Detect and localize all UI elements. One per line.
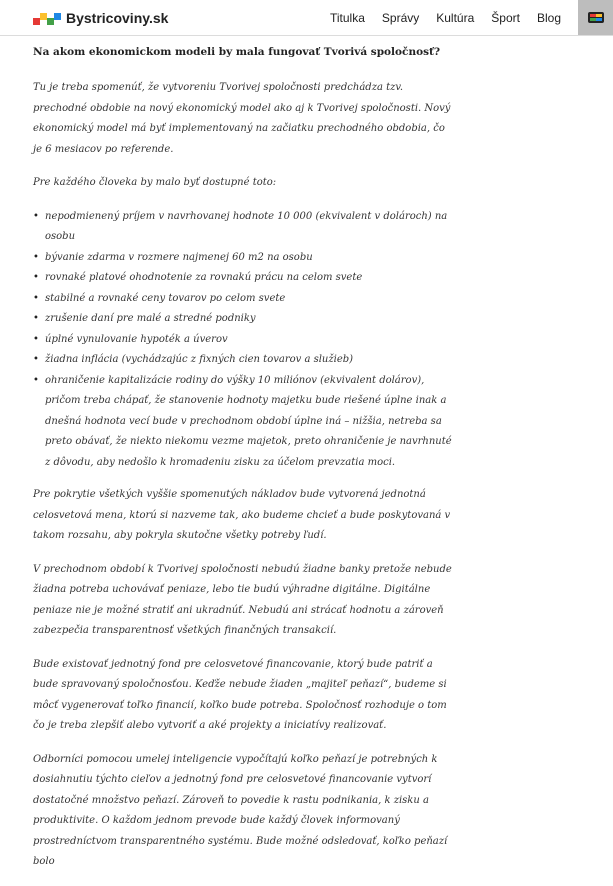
list-item: • žiadna inflácia (vychádzajúc z fixných cien tovarov a služieb) [45, 350, 453, 371]
list-item: • stabilné a rovnaké ceny tovarov po celom svete [45, 289, 453, 310]
article-body [33, 44, 453, 886]
list-item: • zrušenie daní pre malé a stredné podniky [45, 309, 453, 330]
paragraph-6: Odborníci pomocou umelej inteligencie vypočítajú koľko peňazí je potrebných k dosiahnutiu týchto cieľov a jednotný fond pre celosvetové financovanie vytvorí dostatočné množstvo peňazí. Zároveň to povedie k rastu podnikania, k zisku a produktivite. O každom jednom prevode bude každý človek informovaný prostredníctvom transparentného systému. Bude možné odsledovať, koľko peňazí bolo [33, 753, 448, 867]
site-logo[interactable] [33, 8, 168, 28]
list-item: • bývanie zdarma v rozmere najmenej 60 m2 na osobu [45, 248, 453, 269]
list-item: • nepodmienený príjem v navrhovanej hodnote 10 000 (ekvivalent v dolároch) na osobu [45, 207, 453, 248]
nav-item-kultura[interactable]: Kultúra [436, 10, 475, 25]
nav-item-sport[interactable]: Šport [491, 10, 520, 25]
paragraph-4: V prechodnom období k Tvorivej spoločnosti nebudú žiadne banky pretože nebude žiadna potreba uchovávať peniaze, lebo tie budú výhradne digitálne. Digitálne peniaze nie je možné stratiť ani ukradnúť. Nebudú ani strácať hodnotu a zároveň zabezpečia transparentnosť všetkých finančných transakcií. [33, 563, 452, 636]
site-header [0, 0, 613, 36]
paragraph-1: Tu je treba spomenúť, že vytvoreniu Tvorivej spoločnosti predchádza tzv. prechodné obdobie na nový ekonomický model ako aj k Tvorivej spoločnosti. Nový ekonomický model má byť implementovaný na začiatku prechodného obdobia, čo je 6 mesiacov po referende. [33, 82, 451, 155]
tv-icon [588, 12, 604, 23]
main-nav [330, 0, 613, 35]
tv-button[interactable] [578, 0, 613, 35]
article-heading: Na akom ekonomickom modeli by mala fungovať Tvorivá spoločnosť? [33, 46, 440, 58]
list-item: • ohraničenie kapitalizácie rodiny do výšky 10 miliónov (ekvivalent dolárov), pričom treba chápať, že stanovenie hodnoty majetku bude riešené úplne inak a dnešná hodnota vecí bude v prechodnom období úplne iná – nižšia, netreba sa preto obávať, že niekto niekomu vezme majetok, preto ohraničenie je navrhnuté z dôvodu, aby nedošlo k hromadeniu zisku za účelom prevzatia moci. [45, 371, 453, 474]
benefits-list [33, 207, 453, 474]
paragraph-5: Bude existovať jednotný fond pre celosvetové financovanie, ktorý bude patriť a bude spravovaný spoločnosťou. Keďže nebude žiaden „majiteľ peňazí“, budeme si môcť vygenerovať toľko financií, koľko bude potreba. Spoločnosť rozhoduje o tom čo je treba zlepšiť alebo vytvoriť a aké projekty a iniciatívy realizovať. [33, 658, 447, 731]
list-item: • rovnaké platové ohodnotenie za rovnakú prácu na celom svete [45, 268, 453, 289]
paragraph-2: Pre každého človeka by malo byť dostupné toto: [33, 177, 277, 188]
logo-text: Bystricoviny.sk [66, 10, 169, 26]
nav-item-spravy[interactable]: Správy [381, 10, 420, 25]
list-item: • úplné vynulovanie hypoték a úverov [45, 330, 453, 351]
logo-mark-icon [33, 10, 61, 26]
nav-item-blog[interactable]: Blog [536, 10, 561, 25]
paragraph-3: Pre pokrytie všetkých vyššie spomenutých nákladov bude vytvorená jednotná celosvetová mena, ktorú si nazveme tak, ako budeme chcieť a bude poskytovaná v takom rozsahu, aby pokryla skutočne všetky potreby ľudí. [33, 489, 451, 541]
nav-item-titulka[interactable]: Titulka [329, 10, 365, 25]
